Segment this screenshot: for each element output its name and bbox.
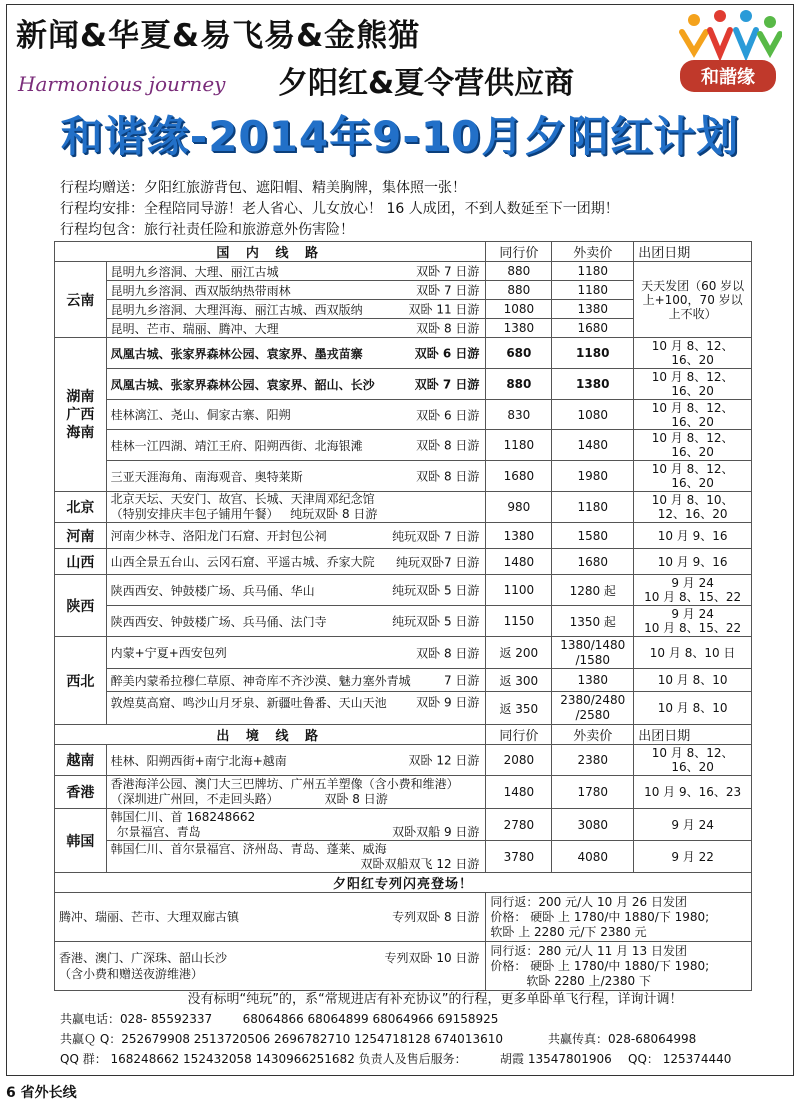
- retail-price: 1380: [552, 369, 634, 400]
- depart-date: 9 月 22: [634, 841, 752, 873]
- retail-price: 2380: [552, 745, 634, 776]
- depart-date: 10 月 9、16、23: [634, 776, 752, 809]
- special-info-line: 软卧 上 2280 元/下 2380 元: [490, 924, 647, 939]
- header-line2: 夕阳红&夏令营供应商: [278, 66, 575, 101]
- region-henan: 河南: [55, 523, 107, 549]
- route-text: 陕西西安、钟鼓楼广场、兵马俑、华山: [110, 583, 315, 598]
- contact-phone-row: [60, 1010, 498, 1027]
- page-number: 6: [6, 1085, 16, 1101]
- peer-price: 680: [486, 338, 552, 369]
- table-row: [55, 262, 752, 281]
- route-note: （特别安排庆丰包子铺用午餐）: [110, 507, 279, 521]
- note-gift: 行程均赠送：夕阳红旅游背包、遮阳帽、精美胸牌，集体照一张！: [60, 180, 466, 196]
- table-row: [55, 745, 752, 776]
- route-text: 桂林、阳朔西街+南宁北海+越南: [110, 753, 287, 768]
- region-yunnan: 云南: [55, 262, 107, 338]
- retail-price: 1080: [552, 400, 634, 430]
- route-text: 昆明九乡溶洞、大理、丽江古城: [110, 264, 279, 279]
- logo-text: 和諧缘: [701, 67, 755, 88]
- depart-date: 10 月 8、12、16、20: [634, 745, 752, 776]
- route-stay: 7 日游: [443, 673, 480, 688]
- route-text: 三亚天涯海角、南海观音、奥特莱斯: [110, 469, 303, 484]
- route-cell: [106, 262, 486, 281]
- depart-date: 9 月 24: [634, 809, 752, 841]
- route-stay: 纯玩双卧 5 日游: [392, 614, 480, 629]
- retail-price: 1380: [552, 669, 634, 692]
- special-train-title: 夕阳红专列闪亮登场！: [55, 873, 752, 893]
- table-row: [55, 523, 752, 549]
- depart-date: 10 月 8、12、16、20: [634, 400, 752, 430]
- table-row: [55, 461, 752, 492]
- peer-price: 880: [486, 369, 552, 400]
- peer-price: 2080: [486, 745, 552, 776]
- route-text: 陕西西安、钟鼓楼广场、兵马俑、法门寺: [110, 614, 327, 629]
- brand-logo: [672, 10, 782, 98]
- retail-price: 4080: [552, 841, 634, 873]
- depart-date: 10 月 8、12、16、20: [634, 338, 752, 369]
- notes: [60, 178, 619, 241]
- route-text: 敦煌莫高窟、鸣沙山月牙泉、新疆吐鲁番、天山天池: [110, 696, 387, 710]
- region-korea: 韩国: [55, 809, 107, 873]
- special-info-line: 价格： 硬卧 上 1780/中 1880/下 1980;: [490, 958, 710, 973]
- col-retail-price: 外卖价: [552, 242, 634, 262]
- region-shanxi: 山西: [55, 549, 107, 575]
- slogan: Harmonious journey: [18, 72, 226, 96]
- special-info-line: 同行返：200 元/人 10 月 26 日发团: [490, 894, 687, 909]
- peer-price: 返 300: [486, 669, 552, 692]
- route-text: 昆明九乡溶洞、大理洱海、丽江古城、西双版纳: [110, 302, 363, 317]
- col-retail-price: 外卖价: [552, 725, 634, 745]
- table-row: [55, 841, 752, 873]
- qq-numbers: 共赢Ｑ Q：252679908 2513720506 2696782710 1254718128 674013610: [60, 1032, 503, 1046]
- manager-qq: QQ： 125374440: [628, 1052, 732, 1066]
- table-row: [55, 430, 752, 461]
- depart-date: 10 月 8、10: [634, 669, 752, 692]
- peer-price: 880: [486, 281, 552, 300]
- region-vietnam: 越南: [55, 745, 107, 776]
- depart-date: 10 月 8、10: [634, 692, 752, 725]
- depart-date: 10 月 8、12、16、20: [634, 430, 752, 461]
- table-row: [55, 606, 752, 637]
- peer-price: 返 350: [486, 692, 552, 725]
- retail-price: 1180: [552, 262, 634, 281]
- special-info-line: 软卧 2280 上/2380 下: [526, 973, 651, 988]
- retail-price: 1580: [552, 523, 634, 549]
- page-footer: [6, 1082, 77, 1102]
- route-stay: 专列双卧 10 日游: [384, 951, 480, 965]
- route-text: 桂林漓江、尧山、侗家古寨、阳朔: [110, 408, 291, 422]
- phone-numbers: 68064866 68064899 68064966 69158925: [242, 1012, 499, 1026]
- peer-price: 830: [486, 400, 552, 430]
- table-row: [55, 637, 752, 669]
- route-stay: 双卧 7 日游: [416, 283, 480, 298]
- col-peer-price: 同行价: [486, 242, 552, 262]
- page-section: 省外长线: [20, 1085, 77, 1101]
- domestic-section-title: 国 内 线 路: [55, 242, 486, 262]
- route-stay: 双卧 8 日游: [416, 321, 480, 336]
- note-include: 行程均包含：旅行社责任险和旅游意外伤害险！: [60, 222, 354, 238]
- table-row: [55, 492, 752, 523]
- peer-price: 1680: [486, 461, 552, 492]
- peer-price: 1480: [486, 549, 552, 575]
- route-stay: 双卧 8 日游: [416, 469, 480, 484]
- route-stay: 双卧 8 日游: [416, 646, 480, 660]
- col-depart-date: 出团日期: [634, 242, 752, 262]
- retail-price: 1180: [552, 338, 634, 369]
- contact-qq-row: [60, 1030, 503, 1047]
- route-stay: 双卧双船双飞 12 日游: [360, 856, 480, 871]
- route-stay: 双卧 9 日游: [416, 695, 480, 710]
- region-hunan-guangxi-hainan: 湖南 广西 海南: [55, 338, 107, 492]
- route-stay: 双卧 6 日游: [416, 408, 480, 422]
- depart-date: 9 月 24 10 月 8、15、22: [634, 575, 752, 606]
- retail-price: 1180: [552, 492, 634, 523]
- route-text: 桂林一江四湖、靖江王府、阳朔西街、北海银滩: [110, 438, 363, 453]
- route-note: （深圳进广州回，不走回头路）: [110, 792, 279, 806]
- peer-price: 880: [486, 262, 552, 281]
- table-row: [55, 400, 752, 430]
- table-row: [55, 575, 752, 606]
- retail-price: 2380/2480 /2580: [552, 692, 634, 725]
- page-title: 和谐缘-2014年9-10月夕阳红计划: [60, 112, 740, 161]
- peer-price: 980: [486, 492, 552, 523]
- qq-group: QQ 群： 168248662 152432058 1430966251682 负责人及售后服务：: [60, 1052, 467, 1066]
- route-text: 韩国仁川、首 168248662: [110, 809, 256, 824]
- route-table: [54, 241, 752, 991]
- peer-price: 3780: [486, 841, 552, 873]
- route-stay: 纯玩双卧 7 日游: [392, 529, 480, 543]
- route-text: 腾冲、瑞丽、芒市、大理双廊古镇: [59, 910, 240, 924]
- retail-price: 1380/1480 /1580: [552, 637, 634, 669]
- route-stay: 双卧 6 日游: [414, 346, 480, 361]
- route-note: （含小费和赠送夜游维港）: [59, 967, 204, 981]
- route-stay: 纯玩双卧 8 日游: [290, 507, 378, 521]
- peer-price: 1380: [486, 319, 552, 338]
- contact-fax: 共赢传真：028-68064998: [548, 1032, 697, 1046]
- retail-price: 1780: [552, 776, 634, 809]
- route-text: 山西全景五台山、云冈石窟、平遥古城、乔家大院: [110, 555, 375, 569]
- route-stay: 双卧 7 日游: [416, 264, 480, 279]
- route-stay: 双卧 8 日游: [416, 438, 480, 453]
- retail-price: 1350 起: [552, 606, 634, 637]
- depart-date: 10 月 9、16: [634, 523, 752, 549]
- peer-price: 1480: [486, 776, 552, 809]
- peer-price: 1100: [486, 575, 552, 606]
- region-beijing: 北京: [55, 492, 107, 523]
- header-line1: 新闻&华夏&易飞易&金熊猫: [16, 18, 421, 54]
- route-text: 河南少林寺、洛阳龙门石窟、开封包公祠: [110, 529, 327, 543]
- table-row: [55, 669, 752, 692]
- route-text: 韩国仁川、首尔景福宫、济州岛、青岛、蓬莱、威海: [110, 841, 387, 856]
- route-text: 凤凰古城、张家界森林公园、袁家界、韶山、长沙: [110, 377, 375, 392]
- depart-date: 10 月 8、10 日: [634, 637, 752, 669]
- depart-date: 9 月 24 10 月 8、15、22: [634, 606, 752, 637]
- table-row: [55, 942, 752, 991]
- route-text: 凤凰古城、张家界森林公园、袁家界、墨戎苗寨: [110, 346, 363, 361]
- footer-note: 没有标明“纯玩”的，系“常规进店有补充协议”的行程，更多单卧单飞行程，详询计调！: [187, 992, 683, 1007]
- region-shaanxi: 陕西: [55, 575, 107, 637]
- retail-price: 1280 起: [552, 575, 634, 606]
- manager-contact: 胡霞 13547801906: [500, 1052, 612, 1066]
- peer-price: 1080: [486, 300, 552, 319]
- route-text: 内蒙+宁夏+西安包列: [110, 646, 227, 660]
- depart-date: 10 月 8、12、16、20: [634, 461, 752, 492]
- col-peer-price: 同行价: [486, 725, 552, 745]
- route-stay: 双卧 12 日游: [408, 753, 480, 768]
- retail-price: 1180: [552, 281, 634, 300]
- route-text: 香港、澳门、广深珠、韶山长沙: [59, 951, 228, 965]
- peer-price: 2780: [486, 809, 552, 841]
- table-row: [55, 893, 752, 942]
- route-text: 醉美内蒙希拉穆仁草原、神奇库不齐沙漠、魅力塞外青城: [110, 673, 411, 688]
- table-row: [55, 338, 752, 369]
- special-info-line: 同行返：280 元/人 11 月 13 日发团: [490, 943, 687, 958]
- retail-price: 1980: [552, 461, 634, 492]
- table-row: [55, 549, 752, 575]
- table-row: [55, 776, 752, 809]
- route-text: 昆明九乡溶洞、西双版纳热带雨林: [110, 283, 291, 298]
- retail-price: 1680: [552, 319, 634, 338]
- region-northwest: 西北: [55, 637, 107, 725]
- route-note: 尔景福宫、青岛: [116, 824, 201, 839]
- route-text: 北京天坛、天安门、故宫、长城、天津周邓纪念馆: [110, 492, 375, 506]
- peer-price: 1180: [486, 430, 552, 461]
- peer-price: 1150: [486, 606, 552, 637]
- route-text: 昆明、芒市、瑞丽、腾冲、大理: [110, 321, 279, 336]
- col-depart-date: 出团日期: [634, 725, 752, 745]
- special-info-line: 价格： 硬卧 上 1780/中 1880/下 1980;: [490, 909, 710, 924]
- retail-price: 1680: [552, 549, 634, 575]
- route-stay: 专列双卧 8 日游: [392, 910, 480, 924]
- route-text: 香港海洋公园、澳门大三巴牌坊、广州五羊塑像（含小费和维港）: [110, 777, 459, 791]
- route-stay: 双卧双船 9 日游: [392, 824, 480, 839]
- table-row: [55, 809, 752, 841]
- route-stay: 双卧 8 日游: [324, 792, 388, 806]
- retail-price: 1380: [552, 300, 634, 319]
- depart-date: 天天发团（60 岁以上+100，70 岁以上不收）: [634, 262, 752, 338]
- route-stay: 双卧 7 日游: [414, 377, 480, 392]
- route-stay: 双卧 11 日游: [408, 302, 480, 317]
- outbound-section-title: 出 境 线 路: [55, 725, 486, 745]
- retail-price: 3080: [552, 809, 634, 841]
- region-hongkong: 香港: [55, 776, 107, 809]
- route-stay: 纯玩双卧 5 日游: [392, 583, 480, 598]
- depart-date: 10 月 8、12、16、20: [634, 369, 752, 400]
- retail-price: 1480: [552, 430, 634, 461]
- route-stay: 纯玩双卧7 日游: [395, 555, 480, 569]
- depart-date: 10 月 9、16: [634, 549, 752, 575]
- note-arrange: 行程均安排：全程陪同导游！老人省心、儿女放心！ 16 人成团，不到人数延至下一团期！: [60, 201, 619, 217]
- table-row: [55, 692, 752, 725]
- peer-price: 1380: [486, 523, 552, 549]
- peer-price: 返 200: [486, 637, 552, 669]
- logo-figures-icon: [682, 10, 780, 54]
- phone-label: 共赢电话：028- 85592337: [60, 1012, 213, 1026]
- table-row: [55, 369, 752, 400]
- depart-date: 10 月 8、10、12、16、20: [634, 492, 752, 523]
- contact-group-row: [60, 1050, 467, 1067]
